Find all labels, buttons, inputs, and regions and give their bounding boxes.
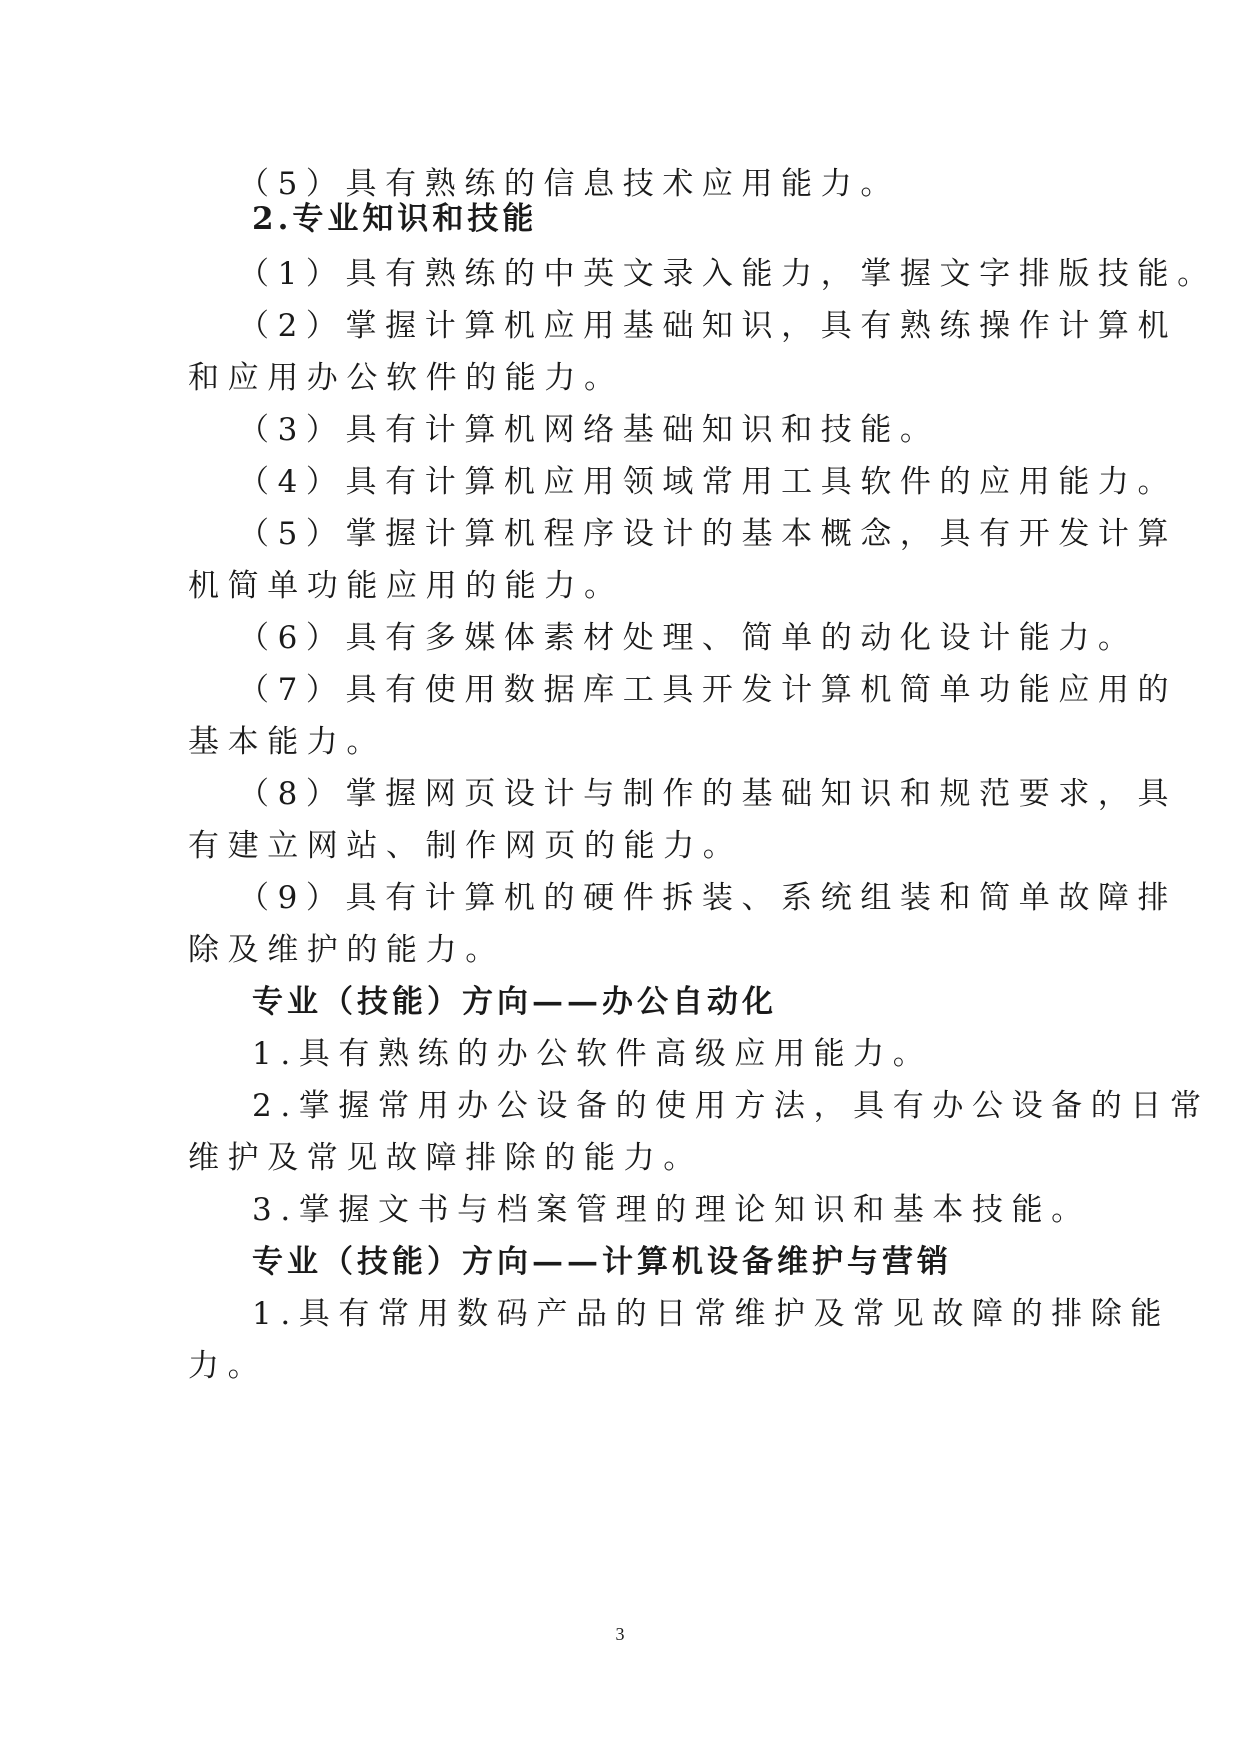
office-item-2-cont: 维护及常见故障排除的能力。 xyxy=(188,1140,703,1176)
list-item-2-cont: 和应用办公软件的能力。 xyxy=(188,360,624,396)
list-item-5-info-tech: （5）具有熟练的信息技术应用能力。 xyxy=(238,166,900,202)
page-number: 3 xyxy=(615,1624,625,1644)
list-item-7-cont: 基本能力。 xyxy=(188,724,386,760)
list-item-8-cont: 有建立网站、制作网页的能力。 xyxy=(188,828,743,864)
office-item-1: 1.具有熟练的办公软件高级应用能力。 xyxy=(252,1036,933,1072)
office-item-2: 2.掌握常用办公设备的使用方法，具有办公设备的日常 xyxy=(252,1088,1210,1124)
list-item-3: （3）具有计算机网络基础知识和技能。 xyxy=(238,412,940,448)
section-heading-knowledge-skills: 2.专业知识和技能 xyxy=(252,201,538,237)
list-item-5-cont: 机简单功能应用的能力。 xyxy=(188,568,624,604)
section-heading-office-automation: 专业（技能）方向——办公自动化 xyxy=(252,984,777,1020)
list-item-8: （8）掌握网页设计与制作的基础知识和规范要求，具 xyxy=(238,776,1178,812)
section-heading-equipment-maintenance: 专业（技能）方向——计算机设备维护与营销 xyxy=(252,1244,952,1280)
list-item-9: （9）具有计算机的硬件拆装、系统组装和简单故障排 xyxy=(238,880,1178,916)
list-item-6: （6）具有多媒体素材处理、简单的动化设计能力。 xyxy=(238,620,1138,656)
maintenance-item-1-cont: 力。 xyxy=(188,1348,268,1384)
maintenance-item-1: 1.具有常用数码产品的日常维护及常见故障的排除能 xyxy=(252,1296,1170,1332)
list-item-7: （7）具有使用数据库工具开发计算机简单功能应用的 xyxy=(238,672,1178,708)
list-item-2: （2）掌握计算机应用基础知识，具有熟练操作计算机 xyxy=(238,308,1178,344)
list-item-9-cont: 除及维护的能力。 xyxy=(188,932,505,968)
list-item-4: （4）具有计算机应用领域常用工具软件的应用能力。 xyxy=(238,464,1178,500)
list-item-5: （5）掌握计算机程序设计的基本概念，具有开发计算 xyxy=(238,516,1178,552)
office-item-3: 3.掌握文书与档案管理的理论知识和基本技能。 xyxy=(252,1192,1091,1228)
list-item-1: （1）具有熟练的中英文录入能力，掌握文字排版技能。 xyxy=(238,256,1217,292)
